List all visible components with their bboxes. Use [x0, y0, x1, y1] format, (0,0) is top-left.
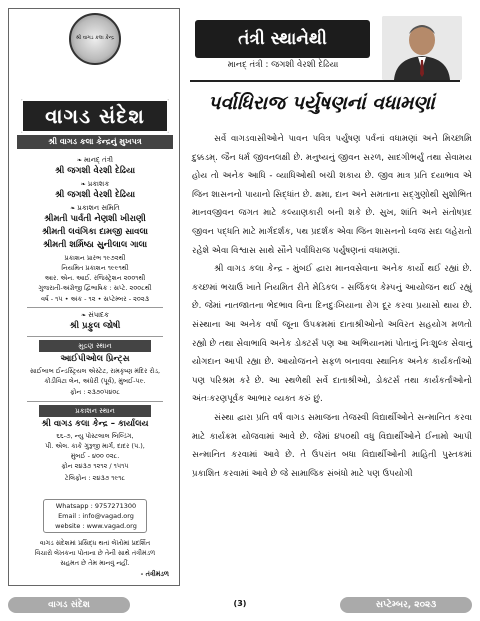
- editorial-title: તંત્રી સ્થાનેથી: [238, 29, 327, 49]
- masthead-panel: [8, 8, 180, 586]
- printer-address-line: કોંડીવિટા લેન, અંધેરી (પૂર્વ), મુંબઈ-૫૯.: [44, 377, 146, 385]
- publisher-label: ❧ પ્રકાશક: [80, 180, 110, 188]
- editor-label: ❧ સંપાદક: [81, 311, 109, 319]
- header-divider: [190, 80, 460, 82]
- disclaimer-signature: - તંત્રીમંડળ: [140, 570, 169, 578]
- publication-title: વાગડ સંદેશ: [45, 104, 145, 128]
- publisher-name: શ્રી જગશી વેરશી દેઢિયા: [54, 190, 136, 200]
- contact-box: [43, 499, 147, 533]
- committee-label: ❧ પ્રકાશન સમિતિ: [70, 204, 120, 212]
- article-paragraph: સંસ્થા દ્વારા પ્રતિ વર્ષ વાગડ સમાજના તેજસ્વી વિદ્યાર્થીઓને સન્માનિત કરવા માટે કાર્યક્રમ યોજવામાં આવે છે. જેમાં ૪૫૦થી વધુ વિદ્યાર્થીઓને ઈનામો આપી સન્માનિત કરવામાં આવે છે. તે ઉપરાંત બધા વિદ્યાર્થીઓની માહિતી પુસ્તકમાં પ્રકાશિત કરવામાં આવે છે જે સામાજિક સંબંધો માટે પણ ઉપયોગી: [192, 412, 472, 479]
- printer-label: મુદ્રણ સ્થાન: [39, 340, 151, 352]
- office-telephone: ટેલિફોન : ૨૪૩૭ ૧૯૧૮: [64, 474, 126, 482]
- person-portrait-icon: [382, 16, 462, 80]
- committee-member: શ્રીમતી લવંગિકા દામજી સાવલા: [42, 227, 148, 237]
- divider: [27, 307, 163, 308]
- printer-phone: ફોન : ૨૩૭૦૫૪૦૮: [70, 388, 120, 396]
- article-paragraph: સર્વે વાગડવાસીઓને પાવન પવિત્ર પર્યુષણ પર્વનાં વધામણાં અને મિચ્છામિ દુક્કડમ્. જૈન ધર્મ જીવનલક્ષી છે. મનુષ્યનું જીવન સરળ, સાદગીભર્યું તથા સેવામય હોય તો અનેક આધિ - વ્યાધિઓથી બચી શકાય છે. જીવ માત્ર પ્રતિ દયાભાવ એ જિન શાસનનો પાયાનો સિદ્ધાંત છે. ક્ષમા, દાન અને સમતાના સદ્ગુણોથી સુશોભિત માનવજીવન જગત માટે કલ્યાણકારી બની શકે છે. સુખ, શાંતિ અને સંતોષપ્રદ જીવન પદ્ધતિ માટે માર્ગદર્શક, પથ પ્રદર્શક એવા જિન શાસનનો ધ્વજ સદા લહેરાતો રહેશે એવા વિશ્વાસ સાથે સૌને પર્વાધિરાજ પર્યુષણનાં વધામણાં.: [192, 134, 472, 256]
- article-paragraph: શ્રી વાગડ કલા કેન્દ્ર - મુંબઈ દ્વારા માનવસેવાના અનેક કાર્યો થઈ રહ્યાં છે. કચ્છમાં ભચાઉ ખાતે નિયમિત રીતે મેડિકલ - સર્જિકલ કેમ્પનું આયોજન થઈ રહ્યું છે. જેમાં નાતજાતના ભેદભાવ વિના દિનદુઃખિયાના રોગ દૂર કરવા પ્રયાસો થાય છે. સંસ્થાના આ અનેક વર્ષો જૂના ઉપક્રમમાં દાતાશ્રીઓનો અવિરત સહયોગ મળતો રહ્યો છે તથા સેવાભાવિ અનેક ડોક્ટર્સ પણ આ અભિયાનમાં પોતાનું નિઃશુલ્ક સેવાનું યોગદાન આપી રહ્યા છે. આયોજનને સફળ બનાવવા સ્થાનિક અનેક કાર્યકર્તાઓ પણ પરિશ્રમ કરે છે. આ સ્થળેથી સર્વે દાતાશ્રીઓ, ડોક્ટર્સ તથા કાર્યકર્તાઓનો અંતઃકરણપૂર્વક આભાર વ્યક્ત કરું છું.: [192, 264, 472, 405]
- registration-info: આર. એન. આઈ. રજિસ્ટ્રેશન ૨૦૦૧થી: [44, 274, 146, 282]
- publication-start: પ્રકાશન પ્રારંભ ૧૯૭૨થી: [64, 254, 126, 262]
- publication-title-banner: [21, 99, 169, 133]
- office-address-line: મુંબઈ - ૪૦૦ ૦૨૮.: [70, 452, 120, 460]
- organization-logo: [69, 13, 121, 65]
- issue-info: વર્ષ - ૧૫ • અંક - ૧૨ • સપ્ટેમ્બર - ૨૦૨૩: [41, 295, 149, 303]
- whatsapp-number: Whatsapp : 9757271300: [55, 502, 137, 510]
- page-number: (3): [233, 599, 247, 608]
- editor-photo: [382, 16, 462, 80]
- committee-member: શ્રીમતી શર્મિષ્ઠા સુનીલાલ ગાલા: [42, 240, 148, 250]
- office-phone: ફોન ૨૪૩૭ ૧૨૧૨ / ૧૫૧૫: [61, 462, 129, 470]
- ornament-icon: ❧: [81, 312, 87, 319]
- disclaimer-line: વિચારો લેખકના પોતાના છે તેની સાથે તંત્રીમંડળ: [34, 549, 156, 557]
- founder-name: શ્રી જગશી વેરશી દેઢિયા: [54, 166, 136, 176]
- disclaimer-line: સહમત છે તેમ માનવું નહીં.: [60, 559, 130, 567]
- bilingual-info: ગુજરાતી-અંગ્રેજી દ્વિભાષિક : સપ્ટે. ૨૦૦૮થી: [38, 284, 152, 292]
- ornament-icon: ❧: [77, 157, 83, 164]
- printer-address-line: સાઈબાબ ઈન્ડસ્ટ્રિયલ એસ્ટેટ, રામકૃષ્ણ મંદિર રોડ,: [29, 367, 161, 375]
- article-title: પર્વાધિરાજ પર્યુષણનાં વધામણાં: [208, 92, 435, 114]
- office-address-line: ૬૬-૭, ન્યુ પોસ્ટલાલ બિલ્ડિંગ,: [56, 432, 134, 440]
- printer-name: આઈપીઓલ પ્રિન્ટ્સ: [60, 354, 130, 364]
- email-link[interactable]: Email : info@vagad.org: [58, 512, 134, 520]
- ornament-icon: ❧: [80, 181, 86, 188]
- divider: [27, 336, 163, 337]
- founder-label: ❧ માનદ્ તંત્રી: [77, 156, 113, 164]
- page-footer: [0, 595, 480, 621]
- editorial-byline: માનદ્ તંત્રી : જગશી વેરશી દેઢિયા: [227, 60, 339, 70]
- committee-member: શ્રીમતી પાર્વતી નેણશી ખીરાણી: [44, 214, 146, 224]
- logo-text: શ્રી વાગડ કલા કેન્દ્ર: [75, 35, 115, 41]
- website-link[interactable]: website : www.vagad.org: [55, 522, 137, 530]
- office-name: શ્રી વાગડ કલા કેન્દ્ર – કાર્યાલય: [41, 419, 149, 429]
- divider: [27, 401, 163, 402]
- office-label: પ્રકાશન સ્થાન: [39, 405, 151, 417]
- article-body: [192, 130, 472, 483]
- editorial-header-box: [195, 20, 370, 58]
- disclaimer-line: વાગડ સંદેશમાં પ્રસિદ્ધ થતાં લેખોમાં પ્રદર્શિત: [39, 539, 151, 547]
- footer-publication-name: વાગડ સંદેશ: [8, 597, 130, 613]
- office-address-line: પી. એલ. કાકે ગુરૂજી માર્ગ, દાદર (પ.),: [45, 442, 145, 450]
- footer-issue-date: સપ્ટેમ્બર, ૨૦૨૩: [340, 597, 472, 613]
- publication-subtitle: શ્રી વાગડ કલા કેન્દ્રનું મુખપત્ર: [17, 135, 173, 149]
- editor-name: શ્રી પ્રફુલ જોષી: [69, 321, 121, 331]
- ornament-icon: ❧: [70, 205, 76, 212]
- publication-regular: નિયમિત પ્રકાશન ૧૯૯૧થી: [61, 264, 129, 272]
